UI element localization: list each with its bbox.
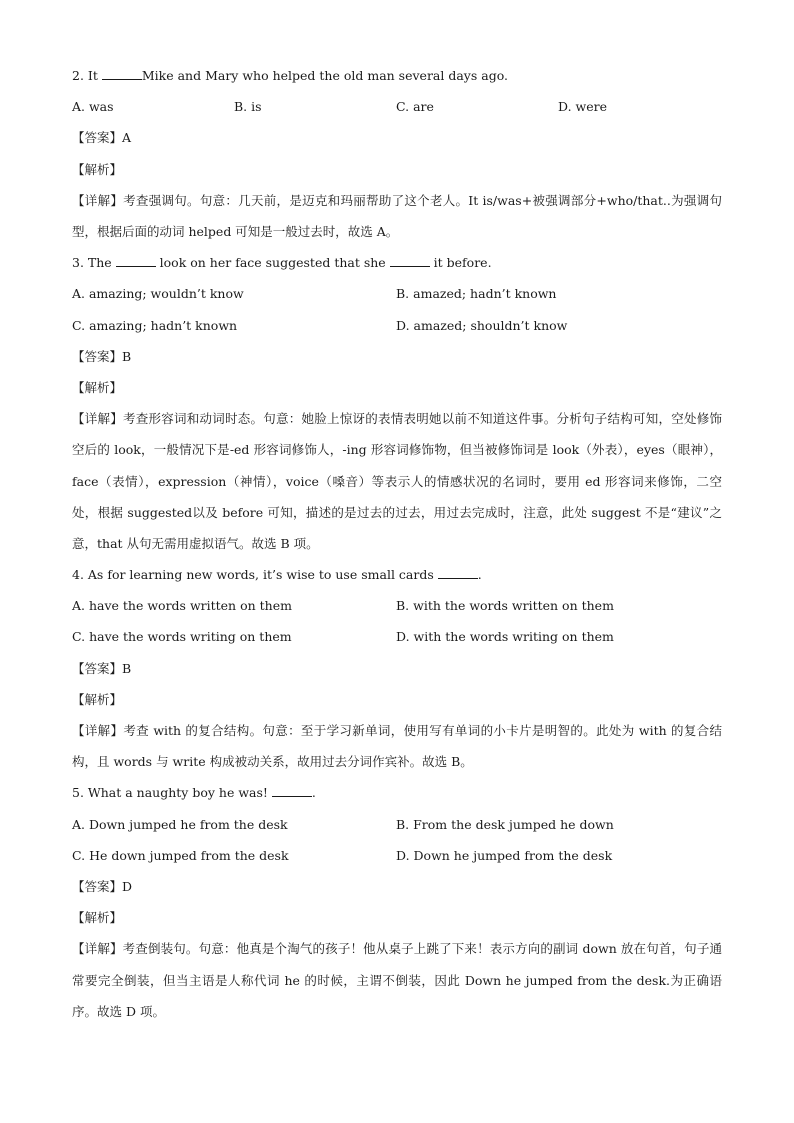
q5-option-d: D. Down he jumped from the desk: [396, 847, 613, 863]
q3-detail-text: 考查形容词和动词时态。句意：她脸上惊讶的表情表明她以前不知道这件事。分析句子结构可知，空处修饰空后的 look，一般情况下是-ed 形容词修饰人，-ing 形容词修饰物，但当被修饰词是 look（外表），eyes（眼神），face（表情），expression（神情），voice（嗓音）等表示人的情感状况的名词时，要用 ed 形容词来修饰，二空处，根据 suggested以及 before 可知，描述的是过去的过去，用过去完成时，注意，此处 suggest 不是“建议”之意，that 从句无需用虚拟语气。故选 B 项。: [72, 411, 722, 551]
q4-detail: [72, 715, 722, 777]
question-4-options-row1: [72, 590, 722, 621]
q2-answer-value: A: [122, 130, 132, 146]
q3-option-c: C. amazing; hadn’t known: [72, 317, 238, 333]
q3-analysis-heading: [72, 372, 722, 403]
analysis-tag: 【解析】: [72, 161, 123, 177]
analysis-tag: 【解析】: [72, 910, 123, 926]
q5-stem-prefix: 5. What a naughty boy he was!: [72, 785, 272, 801]
q3-option-b: B. amazed; hadn’t known: [396, 286, 557, 302]
q5-answer: [72, 871, 722, 902]
q4-analysis-heading: [72, 684, 722, 715]
q5-option-c: C. He down jumped from the desk: [72, 847, 289, 863]
question-5-options-row2: [72, 840, 722, 871]
question-5-options-row1: [72, 809, 722, 840]
answer-blank: [272, 784, 312, 797]
q5-detail-text: 考查倒装句。句意：他真是个淘气的孩子！他从桌子上跳了下来！表示方向的副词 down 放在句首，句子通常要完全倒装，但当主语是人称代词 he 的时候，主谓不倒装，因此 Down he jumped from the desk.为正确语序。故选 D 项。: [72, 941, 722, 1019]
question-3-stem: [72, 247, 722, 278]
answer-blank: [438, 566, 478, 579]
answer-blank: [102, 67, 142, 80]
q3-stem-a: 3. The: [72, 255, 116, 271]
q5-detail: [72, 933, 722, 1027]
q3-option-d: D. amazed; shouldn’t know: [396, 317, 568, 333]
q4-option-a: A. have the words written on them: [72, 598, 292, 614]
q3-answer: [72, 341, 722, 372]
answer-tag: 【答案】: [72, 879, 123, 895]
q4-answer: [72, 653, 722, 684]
q4-answer-value: B: [122, 660, 132, 676]
q3-option-a: A. amazing; wouldn’t know: [72, 286, 244, 302]
q2-option-c: C. are: [396, 99, 434, 115]
q4-option-c: C. have the words writing on them: [72, 629, 292, 645]
q4-detail-text: 考查 with 的复合结构。句意：至于学习新单词，使用写有单词的小卡片是明智的。此处为 with 的复合结构，且 words 与 write 构成被动关系，故用过去分词作宾补。故选 B。: [72, 723, 722, 770]
analysis-tag: 【解析】: [72, 379, 123, 395]
q3-answer-value: B: [122, 348, 132, 364]
q4-option-b: B. with the words written on them: [396, 598, 614, 614]
question-2-options: [72, 91, 722, 122]
question-5-stem: [72, 777, 722, 808]
q2-detail: [72, 185, 722, 247]
detail-tag: 【详解】: [72, 941, 123, 957]
answer-tag: 【答案】: [72, 348, 123, 364]
q5-answer-value: D: [122, 879, 133, 895]
q4-stem-prefix: 4. As for learning new words, it’s wise to use small cards: [72, 567, 438, 583]
q2-answer: [72, 122, 722, 153]
q5-analysis-heading: [72, 902, 722, 933]
q3-stem-c: it before.: [429, 255, 492, 271]
q2-detail-text: 考查强调句。句意：几天前，是迈克和玛丽帮助了这个老人。It is/was+被强调部分+who/that..为强调句型，根据后面的动词 helped 可知是一般过去时，故选 A。: [72, 192, 722, 239]
detail-tag: 【详解】: [72, 192, 124, 208]
answer-blank: [116, 254, 156, 267]
answer-tag: 【答案】: [72, 130, 123, 146]
q5-option-a: A. Down jumped he from the desk: [72, 816, 288, 832]
q3-stem-b: look on her face suggested that she: [155, 255, 390, 271]
question-4-options-row2: [72, 621, 722, 652]
q2-analysis-heading: [72, 154, 722, 185]
answer-blank: [390, 254, 430, 267]
detail-tag: 【详解】: [72, 411, 123, 427]
q2-option-d: D. were: [558, 99, 607, 115]
question-2-stem: [72, 60, 722, 91]
q4-option-d: D. with the words writing on them: [396, 629, 614, 645]
analysis-tag: 【解析】: [72, 691, 123, 707]
question-3-options-row2: [72, 310, 722, 341]
q2-option-a: A. was: [72, 99, 114, 115]
q4-stem-suffix: .: [477, 567, 482, 583]
q3-detail: [72, 403, 722, 559]
q5-stem-suffix: .: [311, 785, 316, 801]
q2-stem-prefix: 2. It: [72, 68, 102, 83]
q5-option-b: B. From the desk jumped he down: [396, 816, 614, 832]
question-4-stem: [72, 559, 722, 590]
q2-option-b: B. is: [234, 99, 262, 115]
q2-stem-suffix: Mike and Mary who helped the old man several days ago.: [141, 68, 508, 83]
document-page: [72, 60, 722, 1027]
question-3-options-row1: [72, 278, 722, 309]
answer-tag: 【答案】: [72, 660, 123, 676]
detail-tag: 【详解】: [72, 723, 124, 739]
